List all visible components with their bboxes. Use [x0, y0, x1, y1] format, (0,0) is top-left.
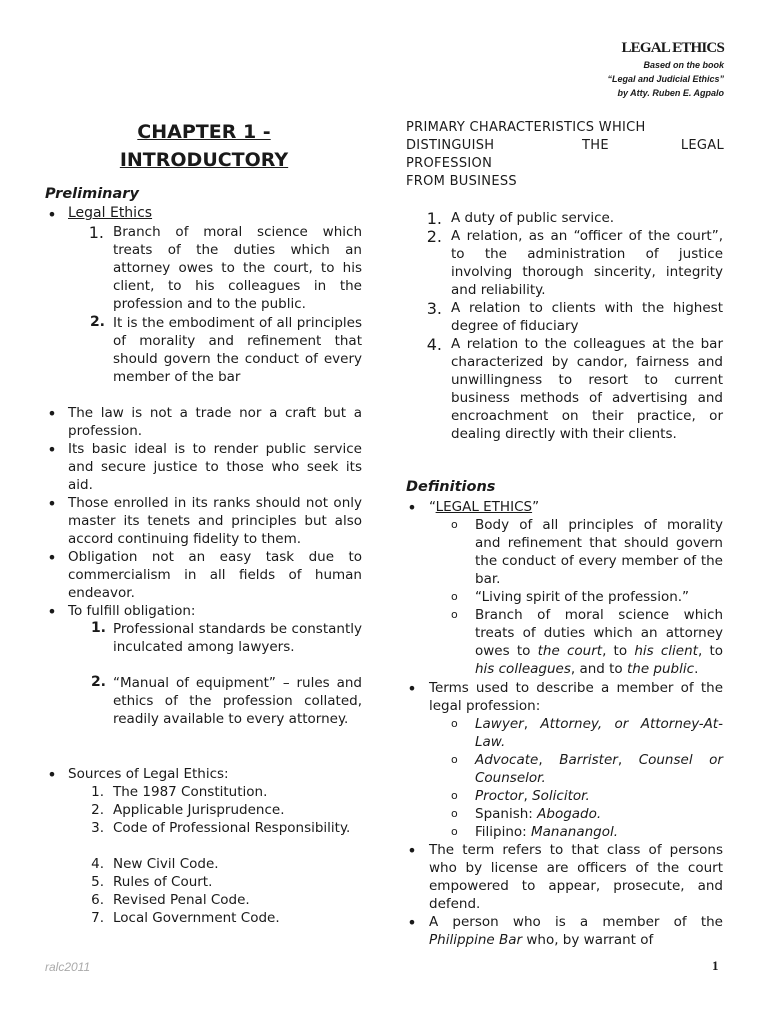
heading-line: PRIMARY CHARACTERISTICS WHICH: [406, 120, 646, 135]
primary-item-3: A relation to clients with the highest degree of fiduciary: [451, 300, 723, 334]
sub-bullet: o: [451, 825, 458, 838]
bullet: •: [407, 841, 417, 860]
bullet: •: [407, 913, 417, 932]
primary-item-1: A duty of public service.: [451, 210, 615, 226]
chapter-title-line1: CHAPTER 1 -: [137, 121, 271, 143]
fulfill-item-2: “Manual of equipment” – rules and ethics of the profession collated, readily available to every attorney.: [113, 675, 362, 727]
primary-item-2: A relation, as an “officer of the court”, to the administration of justice involving thorough sincerity, integrity and reliability.: [451, 228, 723, 298]
term-5: Filipino: Mananangol.: [475, 824, 619, 840]
heading-line: FROM BUSINESS: [406, 174, 517, 189]
fulfill-item-1: Professional standards be constantly inculcated among lawyers.: [113, 621, 362, 655]
bullet: •: [47, 440, 57, 459]
list-number: 2.: [90, 674, 106, 690]
term-1: Lawyer, Attorney, or Attorney-At-Law.: [475, 716, 723, 750]
sources-label: Sources of Legal Ethics:: [68, 766, 229, 782]
footer-label: ralc2011: [45, 960, 91, 974]
heading-line: DISTINGUISH THE LEGAL: [406, 138, 724, 153]
list-number: 1.: [90, 620, 106, 636]
preliminary-point-3: Its basic ideal is to render public service and secure justice to those who seek its aid.: [68, 441, 362, 493]
list-item: 5. Rules of Court.: [91, 874, 213, 890]
definition-3: Branch of moral science which treats of duties which an attorney owes to the court, to his client, to his colleagues, and to the public.: [475, 607, 724, 677]
definitions-heading: Definitions: [406, 479, 496, 495]
legal-ethics-definition-label: “LEGAL ETHICS”: [429, 499, 540, 515]
list-number: 1.: [88, 223, 104, 242]
definition-1: Body of all principles of morality and refinement that should govern the conduct of every member of the bar.: [475, 517, 723, 587]
list-item: 2. Applicable Jurisprudence.: [91, 802, 285, 818]
list-item: 6. Revised Penal Code.: [91, 892, 250, 908]
preliminary-point-4: Those enrolled in its ranks should not only master its tenets and principles but also accord continuing fidelity to them.: [68, 495, 362, 547]
sub-bullet: o: [451, 518, 458, 531]
bullet: •: [47, 602, 57, 621]
list-number: 4.: [426, 335, 442, 354]
list-item: 4. New Civil Code.: [91, 856, 219, 872]
definition-point-3: The term refers to that class of persons who by license are officers of the court empowered to appear, prosecute, and defend.: [429, 842, 723, 912]
chapter-title-line2: INTRODUCTORY: [119, 149, 289, 171]
primary-characteristics-heading: [406, 119, 724, 191]
sub-bullet: o: [451, 789, 458, 802]
header-subtitle-1: Based on the book: [643, 60, 724, 70]
preliminary-point-2: The law is not a trade nor a craft but a profession.: [68, 405, 362, 439]
bullet: •: [407, 498, 417, 517]
list-number: 2.: [89, 314, 105, 330]
bullet: •: [47, 205, 57, 224]
definition-point-4: A person who is a member of the Philippine Bar who, by warrant of: [429, 914, 723, 948]
sub-bullet: o: [451, 807, 458, 820]
bullet: •: [47, 765, 57, 784]
header-title: LEGAL ETHICS: [621, 40, 724, 56]
sources-list: [82, 783, 362, 927]
header-subtitle-2: “Legal and Judicial Ethics”: [607, 74, 724, 84]
list-number: 3.: [426, 299, 442, 318]
header-subtitle-3: by Atty. Ruben E. Agpalo: [617, 88, 724, 98]
page-number: 1: [712, 958, 719, 973]
primary-item-4: A relation to the colleagues at the bar characterized by candor, fairness and unwillingness to resort to current business methods of advertising and encroachment on their practice, or dealing directly with their clients.: [451, 336, 723, 442]
definition-2: “Living spirit of the profession.”: [475, 589, 690, 605]
terms-label: Terms used to describe a member of the legal profession:: [429, 680, 723, 714]
bullet: •: [47, 494, 57, 513]
bullet: •: [47, 548, 57, 567]
term-3: Proctor, Solicitor.: [475, 788, 590, 804]
list-item: 1. The 1987 Constitution.: [91, 784, 268, 800]
term-4: Spanish: Abogado.: [475, 806, 602, 822]
heading-line: PROFESSION: [406, 156, 493, 171]
legal-ethics-label: Legal Ethics: [68, 205, 153, 221]
term-2: Advocate, Barrister, Counsel or Counselor.: [475, 752, 723, 786]
sub-bullet: o: [451, 717, 458, 730]
bullet: •: [47, 404, 57, 423]
preliminary-heading: Preliminary: [45, 186, 139, 202]
list-item: 7. Local Government Code.: [91, 910, 280, 926]
preliminary-point-5: Obligation not an easy task due to commercialism in all fields of human endeavor.: [68, 549, 362, 601]
preliminary-point-6: To fulfill obligation:: [68, 603, 196, 619]
preliminary-sub2: It is the embodiment of all principles of morality and refinement that should govern the conduct of every member of the bar: [113, 315, 362, 385]
list-number: 2.: [426, 227, 442, 246]
sub-bullet: o: [451, 608, 458, 621]
bullet: •: [407, 679, 417, 698]
document-header: [607, 38, 724, 100]
list-item: 3. Code of Professional Responsibility.: [91, 820, 351, 836]
preliminary-sub1: Branch of moral science which treats of the duties which an attorney owes to the court, to his client, to his colleagues in the profession and to the public.: [113, 224, 362, 312]
sub-bullet: o: [451, 753, 458, 766]
sub-bullet: o: [451, 590, 458, 603]
list-number: 1.: [426, 209, 442, 228]
chapter-title: [45, 118, 363, 174]
